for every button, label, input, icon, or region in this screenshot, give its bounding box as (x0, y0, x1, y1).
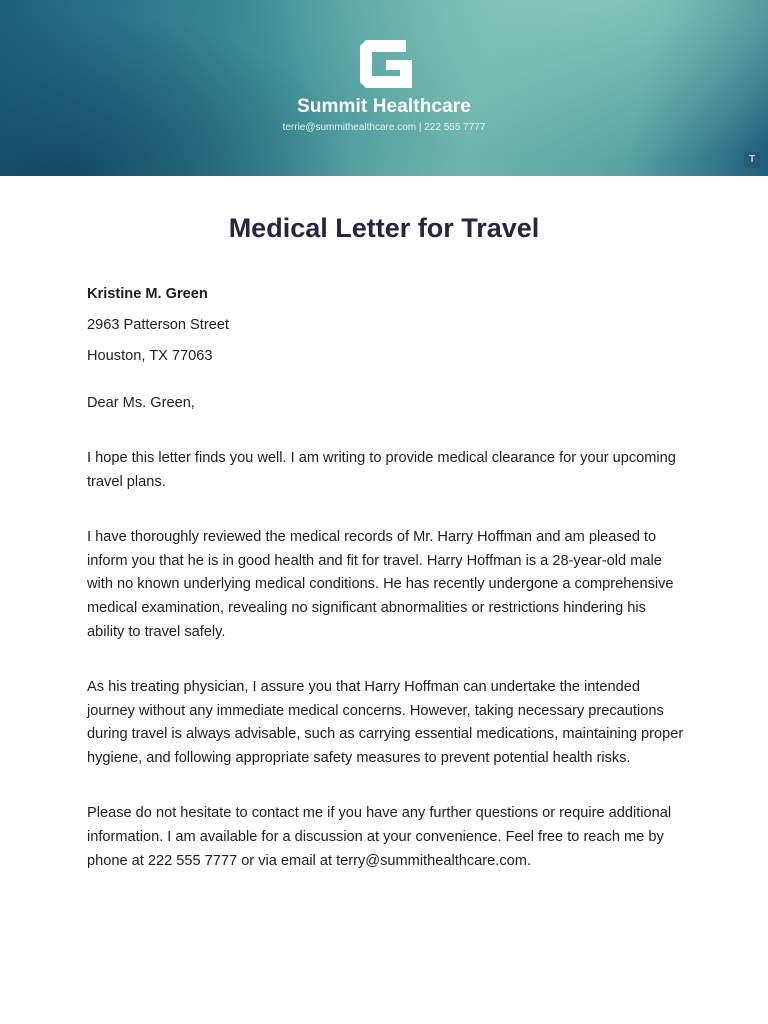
paragraph-contact: Please do not hesitate to contact me if you have any further questions or require additional information. I am available for a discussion at your convenience. Feel free to reach me by phone at 222 555 7777 or via email at terry@summithealthcare.com. (87, 804, 672, 869)
company-contact-info: terrie@summithealthcare.com | 222 555 7777 (282, 122, 486, 133)
paragraph-assurance: As his treating physician, I assure you that Harry Hoffman can undertake the intended journey without any immediate medical concerns. However, taking necessary precautions during travel is always advisable, such as carrying essential medications, maintaining proper hygiene, and following appropriate safety measures to prevent potential health risks. (87, 678, 684, 767)
recipient-street: 2963 Patterson Street (87, 316, 229, 333)
letter-g-logo-icon (360, 40, 412, 88)
text-tool-icon[interactable]: T (744, 152, 760, 168)
paragraph-intro: I hope this letter finds you well. I am writing to provide medical clearance for your upcoming travel plans. (87, 450, 676, 490)
recipient-city: Houston, TX 77063 (87, 347, 213, 364)
paragraph-assessment: I have thoroughly reviewed the medical records of Mr. Harry Hoffman and am pleased to inform you that he is in good health and fit for travel. Harry Hoffman is a 28-year-old male with no known underlying medical conditions. He has recently undergone a comprehensive medical examination, revealing no significant abnormalities or restrictions hindering his ability to travel safely. (87, 528, 674, 640)
company-name: Summit Healthcare (297, 96, 471, 117)
document-title: Medical Letter for Travel (228, 213, 540, 243)
recipient-name: Kristine M. Green (87, 286, 208, 302)
letterhead-banner (0, 0, 768, 176)
letter-body (87, 283, 687, 873)
salutation: Dear Ms. Green, (87, 395, 195, 412)
